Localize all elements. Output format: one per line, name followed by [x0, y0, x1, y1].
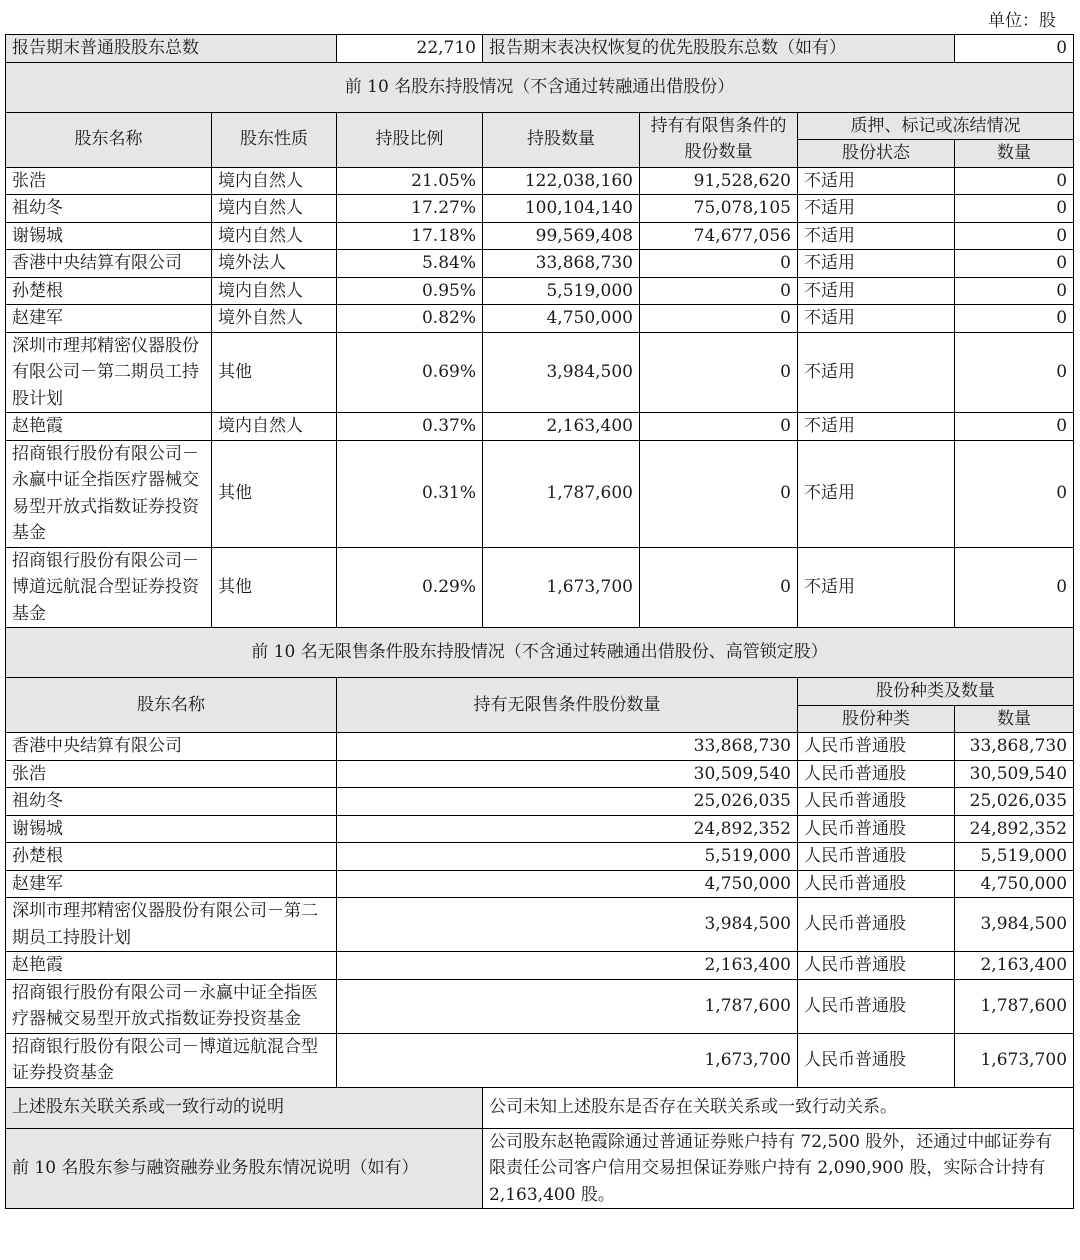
holder-ratio: 21.05% — [337, 167, 483, 195]
holder-restricted: 0 — [640, 277, 798, 305]
holder-nature: 其他 — [212, 332, 337, 413]
holder-name: 香港中央结算有限公司 — [6, 250, 212, 278]
holder-nature: 境内自然人 — [212, 222, 337, 250]
u-holder-amount: 33,868,730 — [337, 733, 798, 761]
holder-ratio: 0.69% — [337, 332, 483, 413]
holder-name: 赵建军 — [6, 305, 212, 333]
u-holder-qty: 30,509,540 — [955, 760, 1074, 788]
holder-restricted: 0 — [640, 305, 798, 333]
u-holder-name: 赵建军 — [6, 870, 337, 898]
u-holder-name: 深圳市理邦精密仪器股份有限公司－第二期员工持股计划 — [6, 898, 337, 952]
u-holder-type: 人民币普通股 — [798, 815, 955, 843]
margin-label: 前 10 名股东参与融资融券业务股东情况说明（如有） — [6, 1128, 483, 1209]
holder-ratio: 0.37% — [337, 413, 483, 441]
holder-name: 祖幼冬 — [6, 195, 212, 223]
u-holder-qty: 3,984,500 — [955, 898, 1074, 952]
holder-amount: 2,163,400 — [483, 413, 640, 441]
u-holder-amount: 1,787,600 — [337, 979, 798, 1033]
header-nature: 股东性质 — [212, 112, 337, 167]
holder-amount: 4,750,000 — [483, 305, 640, 333]
margin-text: 公司股东赵艳霞除通过普通证券账户持有 72,500 股外，还通过中邮证券有限责任公司客户信用交易担保证券账户持有 2,090,900 股，实际合计持有 2,163,400 股。 — [483, 1128, 1074, 1209]
holder-qty: 0 — [955, 413, 1074, 441]
table-row — [6, 815, 1074, 843]
u-holder-qty: 4,750,000 — [955, 870, 1074, 898]
u-holder-qty: 25,026,035 — [955, 788, 1074, 816]
holder-qty: 0 — [955, 277, 1074, 305]
holder-status: 不适用 — [798, 195, 955, 223]
header-pledge-status: 股份状态 — [798, 140, 955, 168]
holder-qty: 0 — [955, 250, 1074, 278]
holder-qty: 0 — [955, 332, 1074, 413]
table-row — [6, 979, 1074, 1033]
table-row — [6, 898, 1074, 952]
holder-nature: 境内自然人 — [212, 277, 337, 305]
holder-ratio: 0.95% — [337, 277, 483, 305]
holder-restricted: 0 — [640, 547, 798, 628]
holder-status: 不适用 — [798, 413, 955, 441]
u-holder-name: 祖幼冬 — [6, 788, 337, 816]
table-row — [6, 788, 1074, 816]
holder-ratio: 0.82% — [337, 305, 483, 333]
holder-qty: 0 — [955, 167, 1074, 195]
holder-ratio: 5.84% — [337, 250, 483, 278]
u-holder-name: 招商银行股份有限公司－永赢中证全指医疗器械交易型开放式指数证券投资基金 — [6, 979, 337, 1033]
holder-amount: 122,038,160 — [483, 167, 640, 195]
u-holder-qty: 33,868,730 — [955, 733, 1074, 761]
unit-label: 单位：股 — [988, 11, 1056, 31]
holder-nature: 境外自然人 — [212, 305, 337, 333]
holder-name: 张浩 — [6, 167, 212, 195]
holder-restricted: 74,677,056 — [640, 222, 798, 250]
holder-qty: 0 — [955, 547, 1074, 628]
holder-restricted: 0 — [640, 413, 798, 441]
table-row — [6, 440, 1074, 547]
unrestricted-header-row — [6, 678, 1074, 706]
pref-holders-label: 报告期末表决权恢复的优先股股东总数（如有） — [483, 35, 955, 63]
table-row — [6, 195, 1074, 223]
holder-amount: 1,673,700 — [483, 547, 640, 628]
u-holder-name: 谢锡城 — [6, 815, 337, 843]
u-holder-type: 人民币普通股 — [798, 760, 955, 788]
u-holder-amount: 24,892,352 — [337, 815, 798, 843]
u-header-name: 股东名称 — [6, 678, 337, 733]
holder-nature: 境内自然人 — [212, 167, 337, 195]
u-holder-amount: 30,509,540 — [337, 760, 798, 788]
table-row — [6, 332, 1074, 413]
holder-name: 孙楚根 — [6, 277, 212, 305]
u-holder-amount: 3,984,500 — [337, 898, 798, 952]
total-holders-label: 报告期末普通股股东总数 — [6, 35, 337, 63]
margin-note-row — [6, 1128, 1074, 1209]
holder-amount: 5,519,000 — [483, 277, 640, 305]
u-holder-amount: 4,750,000 — [337, 870, 798, 898]
relation-note-row — [6, 1087, 1074, 1128]
table-row — [6, 277, 1074, 305]
u-holder-type: 人民币普通股 — [798, 733, 955, 761]
holder-restricted: 0 — [640, 440, 798, 547]
u-holder-type: 人民币普通股 — [798, 952, 955, 980]
u-holder-qty: 1,787,600 — [955, 979, 1074, 1033]
holder-qty: 0 — [955, 440, 1074, 547]
holder-restricted: 75,078,105 — [640, 195, 798, 223]
u-holder-type: 人民币普通股 — [798, 1033, 955, 1087]
u-holder-name: 孙楚根 — [6, 843, 337, 871]
holder-nature: 境外法人 — [212, 250, 337, 278]
u-holder-qty: 5,519,000 — [955, 843, 1074, 871]
holder-restricted: 0 — [640, 332, 798, 413]
table-row — [6, 733, 1074, 761]
holder-name: 谢锡城 — [6, 222, 212, 250]
holder-status: 不适用 — [798, 167, 955, 195]
holder-nature: 其他 — [212, 440, 337, 547]
holder-ratio: 0.29% — [337, 547, 483, 628]
u-header-type-group: 股份种类及数量 — [798, 678, 1074, 706]
holder-name: 招商银行股份有限公司－永赢中证全指医疗器械交易型开放式指数证券投资基金 — [6, 440, 212, 547]
u-holder-name: 张浩 — [6, 760, 337, 788]
u-holder-type: 人民币普通股 — [798, 979, 955, 1033]
table-row — [6, 222, 1074, 250]
holder-ratio: 17.18% — [337, 222, 483, 250]
holder-status: 不适用 — [798, 277, 955, 305]
holder-name: 赵艳霞 — [6, 413, 212, 441]
unrestricted-section-title: 前 10 名无限售条件股东持股情况（不含通过转融通出借股份、高管锁定股） — [6, 628, 1074, 678]
header-amount: 持股数量 — [483, 112, 640, 167]
relation-text: 公司未知上述股东是否存在关联关系或一致行动关系。 — [483, 1087, 1074, 1128]
holder-amount: 1,787,600 — [483, 440, 640, 547]
table-row — [6, 952, 1074, 980]
holder-restricted: 0 — [640, 250, 798, 278]
holder-name: 深圳市理邦精密仪器股份有限公司－第二期员工持股计划 — [6, 332, 212, 413]
holder-nature: 境内自然人 — [212, 413, 337, 441]
u-header-qty: 数量 — [955, 705, 1074, 733]
u-holder-name: 香港中央结算有限公司 — [6, 733, 337, 761]
pref-holders-value: 0 — [955, 35, 1074, 63]
u-holder-name: 招商银行股份有限公司－博道远航混合型证券投资基金 — [6, 1033, 337, 1087]
header-name: 股东名称 — [6, 112, 212, 167]
header-pledge-qty: 数量 — [955, 140, 1074, 168]
u-header-amount: 持有无限售条件股份数量 — [337, 678, 798, 733]
holder-status: 不适用 — [798, 547, 955, 628]
top10-section-title: 前 10 名股东持股情况（不含通过转融通出借股份） — [6, 62, 1074, 112]
holder-ratio: 0.31% — [337, 440, 483, 547]
header-ratio: 持股比例 — [337, 112, 483, 167]
holder-status: 不适用 — [798, 440, 955, 547]
holder-amount: 99,569,408 — [483, 222, 640, 250]
holder-amount: 33,868,730 — [483, 250, 640, 278]
u-holder-amount: 2,163,400 — [337, 952, 798, 980]
u-holder-amount: 5,519,000 — [337, 843, 798, 871]
u-holder-qty: 1,673,700 — [955, 1033, 1074, 1087]
u-holder-name: 赵艳霞 — [6, 952, 337, 980]
holder-nature: 境内自然人 — [212, 195, 337, 223]
table-row — [6, 843, 1074, 871]
holder-status: 不适用 — [798, 305, 955, 333]
table-row — [6, 1033, 1074, 1087]
u-holder-qty: 24,892,352 — [955, 815, 1074, 843]
holder-qty: 0 — [955, 305, 1074, 333]
holder-qty: 0 — [955, 195, 1074, 223]
holder-nature: 其他 — [212, 547, 337, 628]
u-holder-amount: 25,026,035 — [337, 788, 798, 816]
holder-status: 不适用 — [798, 250, 955, 278]
u-holder-type: 人民币普通股 — [798, 843, 955, 871]
u-holder-qty: 2,163,400 — [955, 952, 1074, 980]
u-holder-type: 人民币普通股 — [798, 898, 955, 952]
header-restricted: 持有有限售条件的股份数量 — [640, 112, 798, 167]
table-row — [6, 760, 1074, 788]
table-row — [6, 250, 1074, 278]
relation-label: 上述股东关联关系或一致行动的说明 — [6, 1087, 483, 1128]
shareholders-table — [5, 34, 1074, 1209]
table-row — [6, 167, 1074, 195]
holder-restricted: 91,528,620 — [640, 167, 798, 195]
table-row — [6, 870, 1074, 898]
holder-status: 不适用 — [798, 332, 955, 413]
holder-amount: 100,104,140 — [483, 195, 640, 223]
table-row — [6, 413, 1074, 441]
table-row — [6, 547, 1074, 628]
holder-name: 招商银行股份有限公司－博道远航混合型证券投资基金 — [6, 547, 212, 628]
top10-header-row — [6, 112, 1074, 140]
holder-qty: 0 — [955, 222, 1074, 250]
u-holder-type: 人民币普通股 — [798, 788, 955, 816]
u-holder-amount: 1,673,700 — [337, 1033, 798, 1087]
table-row — [6, 305, 1074, 333]
total-holders-value: 22,710 — [337, 35, 483, 63]
holder-ratio: 17.27% — [337, 195, 483, 223]
u-header-type: 股份种类 — [798, 705, 955, 733]
header-pledge-group: 质押、标记或冻结情况 — [798, 112, 1074, 140]
holder-amount: 3,984,500 — [483, 332, 640, 413]
holder-status: 不适用 — [798, 222, 955, 250]
summary-row — [6, 35, 1074, 63]
u-holder-type: 人民币普通股 — [798, 870, 955, 898]
